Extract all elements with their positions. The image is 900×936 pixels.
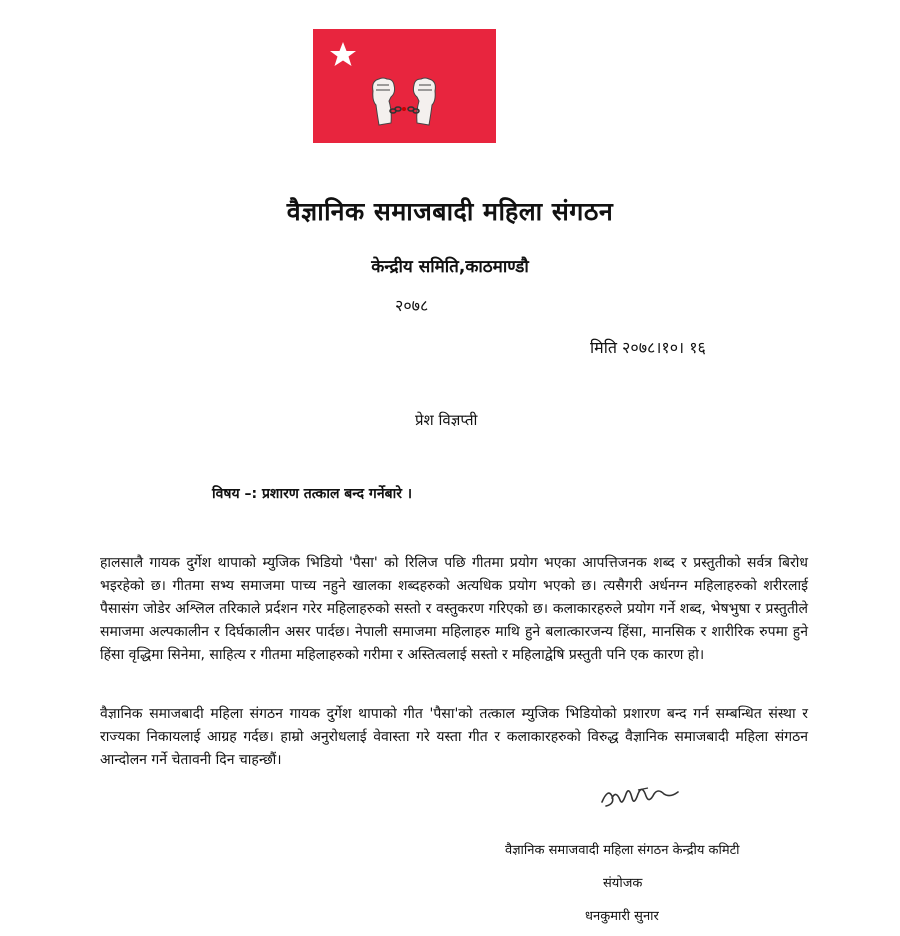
paragraph-statement: हालसालै गायक दुर्गेश थापाको म्युजिक भिडियो 'पैसा' को रिलिज पछि गीतमा प्रयोग भएका आपत्तिजनक शब्द र प्रस्तुतीको सर्वत्र बिरोध भइरहेको छ। गीतमा सभ्य समाजमा पाच्य नहुने खालका शब्दहरुको अत्यधिक प्रयोग भएको छ। त्यसैगरी अर्धनग्न महिलाहरुको शरीरलाई पैसासंग जोडेर अश्लिल तरिकाले प्रर्दशन गरेर महिलाहरुको सस्तो र वस्तुकरण गरिएको छ। कलाकारहरुले प्रयोग गर्ने शब्द, भेषभुषा र प्रस्तुतीले समाजमा अल्पकालीन र दिर्घकालीन असर पार्दछ। नेपाली समाजमा महिलाहरु माथि हुने बलात्कारजन्य हिंसा, मानसिक र शारीरिक रुपमा हुने हिंसा वृद्धिमा सिनेमा, साहित्य र गीतमा महिलाहरुको गरीमा र अस्तित्वलाई सस्तो र महिलाद्वेषि प्रस्तुती पनि एक कारण हो। [100, 555, 808, 663]
paragraph-demand: वैज्ञानिक समाजबादी महिला संगठन गायक दुर्गेश थापाको गीत 'पैसा'को तत्काल म्युजिक भिडियोको प्रशारण बन्द गर्न सम्बन्धित संस्था र राज्यका निकायलाई आग्रह गर्दछ। हाम्रो अनुरोधलाई वेवास्ता गरे यस्ता गीत र कलाकारहरुको विरुद्ध वैज्ञानिक समाजबादी महिला संगठन आन्दोलन गर्ने चेतावनी दिन चाहन्छौं। [100, 706, 808, 768]
signatory-name: धनकुमारी सुनार [585, 909, 659, 924]
organization-flag-logo [313, 29, 496, 143]
committee-subtitle: केन्द्रीय समिति,काठमाण्डौ [371, 257, 529, 277]
date-label: मिति २०७८।१०। १६ [590, 338, 706, 357]
press-release-heading: प्रेश विज्ञप्ती [415, 411, 478, 429]
signatory-organization: वैज्ञानिक समाजवादी महिला संगठन केन्द्रीय कमिटी [505, 843, 740, 858]
year-label: २०७८ [395, 296, 429, 315]
flag-emblem [313, 29, 496, 143]
organization-title: वैज्ञानिक समाजबादी महिला संगठन [286, 197, 614, 226]
signatory-role: संयोजक [603, 876, 643, 891]
signature-icon [598, 778, 698, 814]
subject-line: विषय –: प्रशारण तत्काल बन्द गर्नेबारे । [212, 486, 413, 502]
